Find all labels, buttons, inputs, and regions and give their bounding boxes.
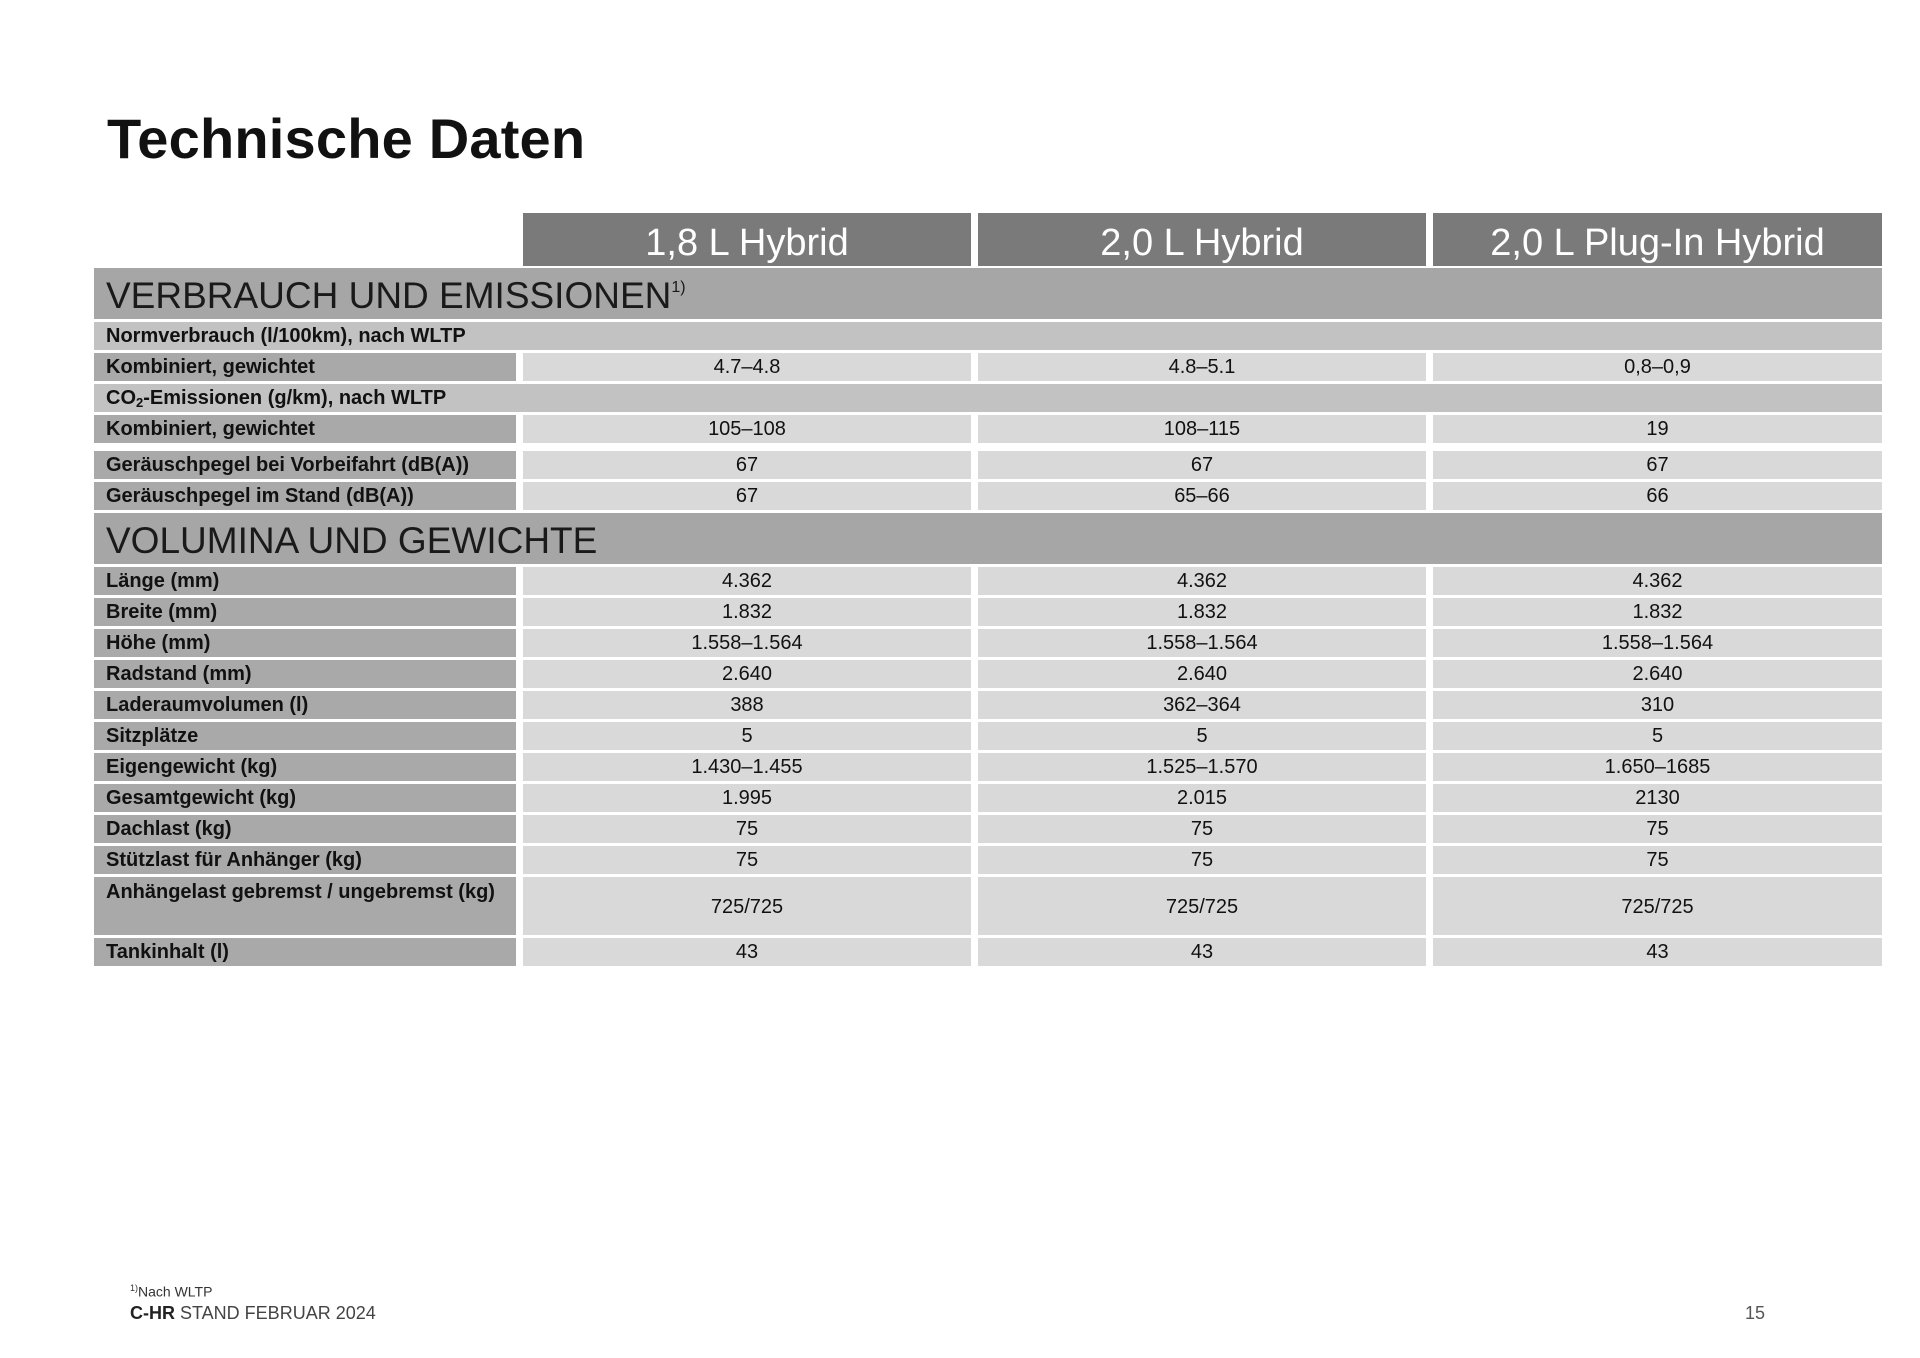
row-label: Länge (mm) [94,567,516,595]
table-cell: 75 [1433,815,1882,843]
column-header: 2,0 L Plug-In Hybrid [1433,213,1882,266]
table-cell: 4.8–5.1 [978,353,1426,381]
table-cell: 4.7–4.8 [523,353,971,381]
table-cell: 65–66 [978,482,1426,510]
table-row [94,691,1882,719]
row-label: Geräuschpegel bei Vorbeifahrt (dB(A)) [94,451,516,479]
table-cell: 0,8–0,9 [1433,353,1882,381]
section-header-consumption: VERBRAUCH UND EMISSIONEN$^{1)}$ [94,268,1882,319]
table-cell: 725/725 [1433,877,1882,935]
table-row [94,598,1882,626]
table-cell: 66 [1433,482,1882,510]
column-header-row [94,213,1882,266]
header-corner [94,213,516,266]
table-cell: 2.640 [523,660,971,688]
table-cell: 43 [523,938,971,966]
row-label: Sitzplätze [94,722,516,750]
table-cell: 310 [1433,691,1882,719]
table-row [94,753,1882,781]
table-cell: 43 [1433,938,1882,966]
table-row [94,482,1882,510]
table-cell: 388 [523,691,971,719]
table-cell: 1.558–1.564 [523,629,971,657]
table-cell: 1.832 [523,598,971,626]
table-cell: 67 [523,451,971,479]
subsection-fuel: Normverbrauch (l/100km), nach WLTP [94,322,1882,350]
table-row [94,938,1882,966]
table-row [94,722,1882,750]
table-cell: 725/725 [978,877,1426,935]
table-row [94,660,1882,688]
row-label: Höhe (mm) [94,629,516,657]
row-label: Anhängelast gebremst / ungebremst (kg) [94,877,516,935]
row-label: Stützlast für Anhänger (kg) [94,846,516,874]
row-label: Dachlast (kg) [94,815,516,843]
table-cell: 67 [1433,451,1882,479]
table-row [94,815,1882,843]
row-label: Radstand (mm) [94,660,516,688]
table-cell: 1.650–1685 [1433,753,1882,781]
table-cell: 725/725 [523,877,971,935]
spec-table [94,213,1882,969]
footer-label [130,1303,376,1324]
table-cell: 1.832 [1433,598,1882,626]
table-row [94,784,1882,812]
table-cell: 362–364 [978,691,1426,719]
table-cell: 67 [978,451,1426,479]
table-cell: 2.640 [978,660,1426,688]
status-text: STAND FEBRUAR 2024 [180,1303,376,1323]
table-cell: 5 [978,722,1426,750]
subsection-co2: $CO_2$-Emissionen (g/km), nach WLTP [94,384,1882,412]
table-cell: 75 [978,846,1426,874]
column-header: 2,0 L Hybrid [978,213,1426,266]
table-cell: 2130 [1433,784,1882,812]
row-label: Geräuschpegel im Stand (dB(A)) [94,482,516,510]
table-cell: 75 [1433,846,1882,874]
row-label: Laderaumvolumen (l) [94,691,516,719]
table-row [94,353,1882,381]
table-cell: 1.525–1.570 [978,753,1426,781]
table-cell: 1.558–1.564 [1433,629,1882,657]
footnote-marker: 1) [671,279,686,296]
row-label: Tankinhalt (l) [94,938,516,966]
table-cell: 4.362 [1433,567,1882,595]
table-cell: 108–115 [978,415,1426,443]
table-cell: 105–108 [523,415,971,443]
row-label: Gesamtgewicht (kg) [94,784,516,812]
table-cell: 19 [1433,415,1882,443]
table-cell: 5 [1433,722,1882,750]
table-cell: 75 [523,846,971,874]
table-cell: 75 [978,815,1426,843]
table-row [94,846,1882,874]
table-row [94,415,1882,443]
table-cell: 75 [523,815,971,843]
page-number: 15 [1745,1303,1766,1323]
row-label: Kombiniert, gewichtet [94,415,516,443]
table-row [94,451,1882,479]
table-cell: 4.362 [978,567,1426,595]
table-cell: 67 [523,482,971,510]
table-cell: 2.015 [978,784,1426,812]
table-row [94,629,1882,657]
column-header: 1,8 L Hybrid [523,213,971,266]
table-cell: 5 [523,722,971,750]
table-cell: 4.362 [523,567,971,595]
row-label: Breite (mm) [94,598,516,626]
table-cell: 1.430–1.455 [523,753,971,781]
table-cell: 1.995 [523,784,971,812]
table-cell: 43 [978,938,1426,966]
table-row [94,877,1882,935]
row-label: Eigengewicht (kg) [94,753,516,781]
model-name: C-HR [130,1303,175,1323]
row-label: Kombiniert, gewichtet [94,353,516,381]
table-cell: 2.640 [1433,660,1882,688]
section-header-volumes: VOLUMINA UND GEWICHTE [94,513,1882,564]
table-cell: 1.558–1.564 [978,629,1426,657]
footnote: $^{1)}$Nach WLTP [130,1283,213,1300]
table-cell: 1.832 [978,598,1426,626]
table-row [94,567,1882,595]
page-title: Technische Daten [107,107,586,170]
